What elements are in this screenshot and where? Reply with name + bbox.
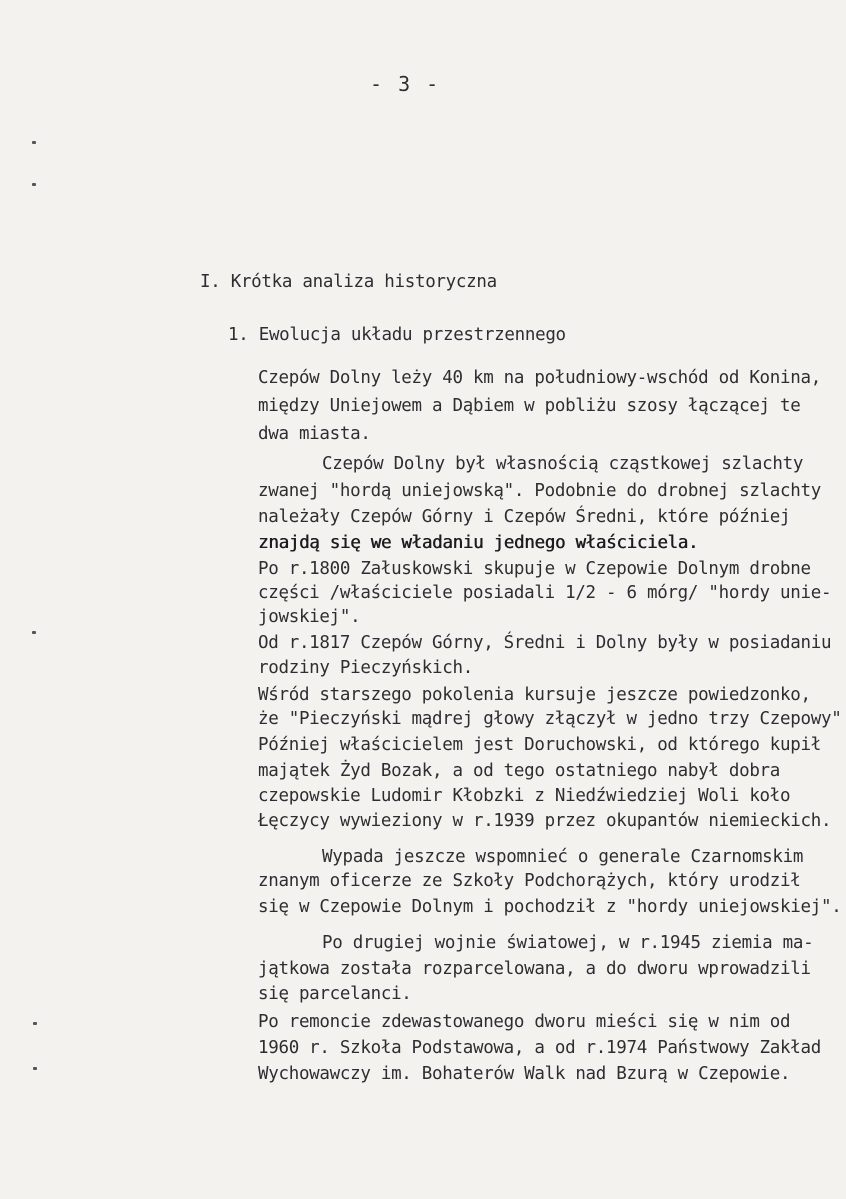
- text-line: 1960 r. Szkoła Podstawowa, a od r.1974 Państwowy Zakład: [258, 1038, 821, 1058]
- text-line: się parcelanci.: [258, 984, 412, 1004]
- text-line: Po drugiej wojnie światowej, w r.1945 ziemia ma-: [322, 933, 814, 953]
- text-line: znanym oficerze ze Szkoły Podchorążych, który urodził: [258, 871, 801, 891]
- text-line: się w Czepowie Dolnym i pochodził z "hordy uniejowskiej".: [258, 897, 842, 917]
- text-line: majątek Żyd Bozak, a od tego ostatniego nabył dobra: [258, 761, 781, 781]
- text-line: jątkowa została rozparcelowana, a do dworu wprowadzili: [258, 959, 811, 979]
- text-line: Później właścicielem jest Doruchowski, od którego kupił: [258, 735, 821, 755]
- text-line: znajdą się we władaniu jednego właściciela.: [258, 533, 699, 553]
- text-line: Czepów Dolny leży 40 km na południowy-wschód od Konina,: [258, 368, 821, 388]
- margin-mark: [33, 1022, 37, 1025]
- text-line: Wypada jeszcze wspomnieć o generale Czarnomskim: [322, 847, 804, 867]
- text-line: zwanej "hordą uniejowską". Podobnie do drobnej szlachty: [258, 481, 821, 501]
- text-line: Od r.1817 Czepów Górny, Średni i Dolny były w posiadaniu: [258, 633, 832, 653]
- margin-mark: [32, 141, 36, 144]
- text-line: że "Pieczyński mądrej głowy złączył w jedno trzy Czepowy": [258, 709, 842, 729]
- text-line: dwa miasta.: [258, 424, 371, 444]
- text-line: rodziny Pieczyńskich.: [258, 658, 473, 678]
- margin-mark: [32, 631, 36, 634]
- section-heading: I. Krótka analiza historyczna: [200, 272, 497, 292]
- margin-mark: [32, 183, 36, 186]
- text-line: Łęczycy wywieziony w r.1939 przez okupantów niemieckich.: [258, 811, 832, 831]
- text-line: Wśród starszego pokolenia kursuje jeszcze powiedzonko,: [258, 685, 811, 705]
- text-line: Po r.1800 Załuskowski skupuje w Czepowie Dolnym drobne: [258, 559, 811, 579]
- text-line: należały Czepów Górny i Czepów Średni, które później: [258, 507, 791, 527]
- text-line: Czepów Dolny był własnością cząstkowej szlachty: [322, 454, 804, 474]
- margin-mark: [33, 1067, 37, 1070]
- text-line: czepowskie Ludomir Kłobzki z Niedźwiedziej Woli koło: [258, 786, 791, 806]
- subsection-heading: 1. Ewolucja układu przestrzennego: [228, 325, 566, 345]
- text-line: Po remoncie zdewastowanego dworu mieści się w nim od: [258, 1012, 791, 1032]
- text-line: Wychowawczy im. Bohaterów Walk nad Bzurą w Czepowie.: [258, 1064, 791, 1084]
- text-line: między Uniejowem a Dąbiem w pobliżu szosy łączącej te: [258, 396, 801, 416]
- page-number: - 3 -: [370, 72, 441, 96]
- text-line: części /właściciele posiadali 1/2 - 6 mórg/ "hordy unie-: [258, 583, 832, 603]
- text-line: jowskiej".: [258, 607, 361, 627]
